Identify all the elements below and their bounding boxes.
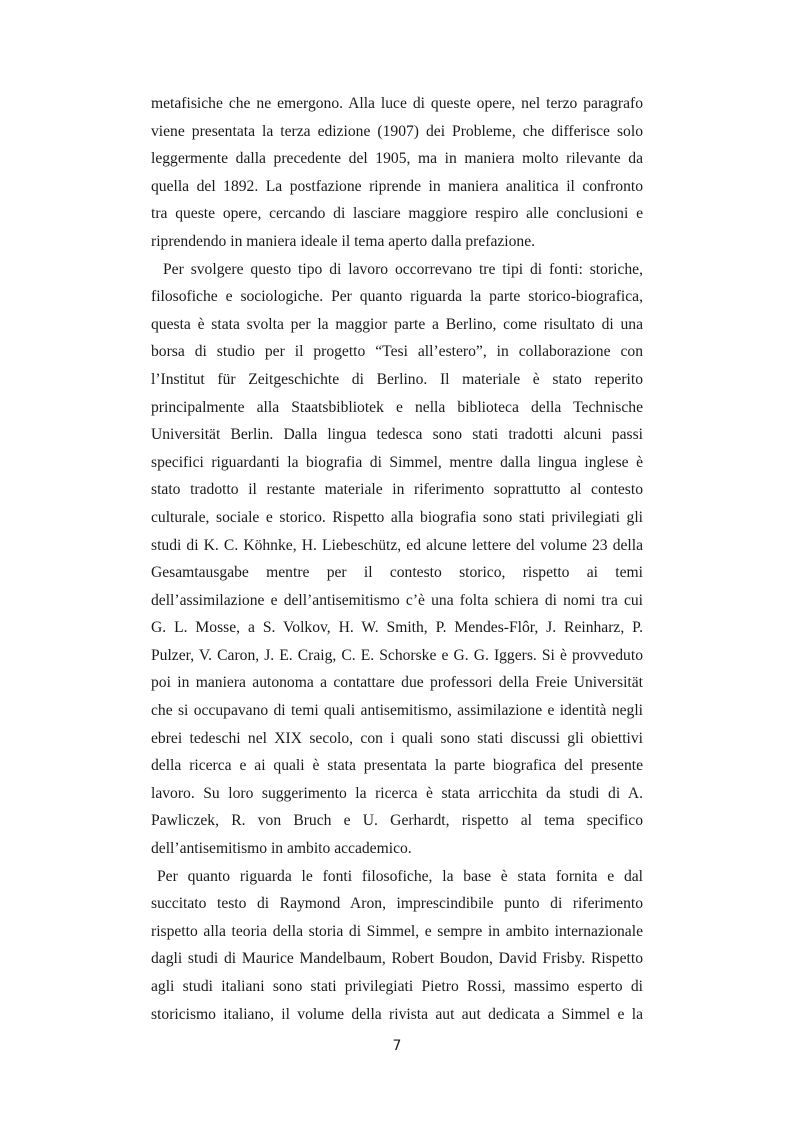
text-line: principalmente alla Staatsbibliotek e nella biblioteca della Technische [151,398,643,416]
text-line: l’Institut für Zeitgeschichte di Berlino. Il materiale è stato reperito [151,370,643,388]
text-line: riprendendo in maniera ideale il tema aperto dalla prefazione. [151,232,536,250]
text-line: che si occupavano di temi quali antisemitismo, assimilazione e identità negli [151,702,643,720]
text-line: stato tradotto il restante materiale in riferimento soprattutto al contesto [151,481,643,499]
text-line: dell’antisemitismo in ambito accademico. [151,840,412,858]
text-line: metafisiche che ne emergono. Alla luce di queste opere, nel terzo paragrafo [151,95,643,112]
text-line: della ricerca e ai quali è stata presentata la parte biografica del presente [151,757,643,775]
text-line: G. L. Mosse, a S. Volkov, H. W. Smith, P. Mendes-Flôr, J. Reinharz, P. [151,619,643,637]
text-line: Gesamtausgabe mentre per il contesto storico, rispetto ai temi [151,564,643,582]
text-line: filosofiche e sociologiche. Per quanto riguarda la parte storico-biografica, [151,288,643,306]
body-text [151,90,643,1028]
text-line: borsa di studio per il progetto “Tesi all’estero”, in collaborazione con [151,343,643,361]
text-line: leggermente dalla precedente del 1905, ma in maniera molto rilevante da [151,150,643,168]
text-line: Per quanto riguarda le fonti filosofiche, la base è stata fornita e dal [157,867,643,885]
text-line: quella del 1892. La postfazione riprende in maniera analitica il confronto [151,177,643,195]
text-line: dagli studi di Maurice Mandelbaum, Robert Boudon, David Frisby. Rispetto [151,950,643,968]
page-number: 7 [392,1038,402,1054]
text-line: viene presentata la terza edizione (1907) dei Probleme, che differisce solo [151,122,643,140]
text-line: succitato testo di Raymond Aron, imprescindibile punto di riferimento [151,895,643,913]
text-line: Pawliczek, R. von Bruch e U. Gerhardt, rispetto al tema specifico [151,812,643,830]
text-line: specifici riguardanti la biografia di Simmel, mentre dalla lingua inglese è [151,453,643,471]
text-line: culturale, sociale e storico. Rispetto alla biografia sono stati privilegiati gli [151,508,643,526]
text-line: questa è stata svolta per la maggior parte a Berlino, come risultato di una [151,315,643,333]
text-line: studi di K. C. Köhnke, H. Liebeschütz, ed alcune lettere del volume 23 della [151,536,643,554]
text-line: storicismo italiano, il volume della rivista aut aut dedicata a Simmel e la [151,1005,643,1023]
text-line: ebrei tedeschi nel XIX secolo, con i quali sono stati discussi gli obiettivi [151,729,643,747]
text-line: lavoro. Su loro suggerimento la ricerca è stata arricchita da studi di A. [151,784,643,802]
text-line: rispetto alla teoria della storia di Simmel, e sempre in ambito internazionale [151,922,643,940]
text-line: Pulzer, V. Caron, J. E. Craig, C. E. Schorske e G. G. Iggers. Si è provveduto [151,646,643,664]
text-line: Universität Berlin. Dalla lingua tedesca sono stati tradotti alcuni passi [151,426,643,444]
text-line: Per svolgere questo tipo di lavoro occorrevano tre tipi di fonti: storiche, [163,260,643,278]
text-line: dell’assimilazione e dell’antisemitismo c’è una folta schiera di nomi tra cui [151,591,643,609]
text-line: agli studi italiani sono stati privilegiati Pietro Rossi, massimo esperto di [151,978,643,995]
text-line: poi in maniera autonoma a contattare due professori della Freie Universität [151,674,643,692]
text-line: tra queste opere, cercando di lasciare maggiore respiro alle conclusioni e [151,205,643,223]
